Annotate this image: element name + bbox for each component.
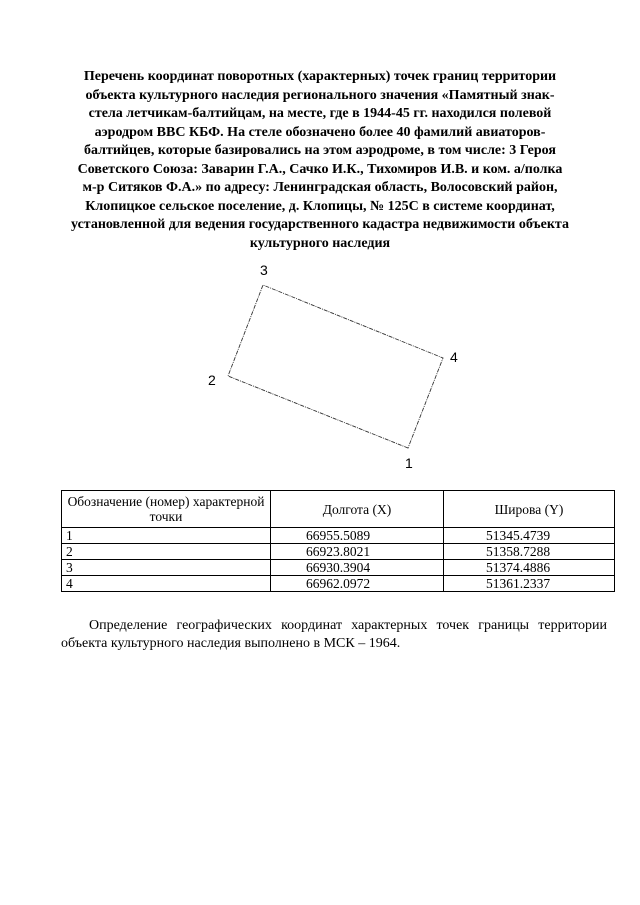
coordinates-table <box>61 490 615 592</box>
point-latitude: 51345.4739 <box>444 528 615 544</box>
document-title: Перечень координат поворотных (характерных) точек границ территории объекта культурного наследия регионального значения «Памятный знак-стела летчикам-балтийцам, на месте, где в 1944-45 гг. находился полевой аэродром ВВС КБФ. На стеле обозначено более 40 фамилий авиаторов-балтийцев, которые базировались на этом аэродроме, в том числе: 3 Героя Советского Союза: Заварин Г.А., Сачко И.К., Тихомиров И.В. и ком. а/полка м-р Ситяков Ф.А.» по адресу: Ленинградская область, Волосовский район, Клопицкое сельское поселение, д. Клопицы, № 125С в системе координат, установленной для ведения государственного кадастра недвижимости объекта культурного наследия <box>71 69 569 251</box>
point-latitude: 51361.2337 <box>444 576 615 592</box>
point-label-4: 4 <box>450 349 458 365</box>
point-label-1: 1 <box>405 455 413 471</box>
point-number: 1 <box>62 528 271 544</box>
point-latitude: 51358.7288 <box>444 544 615 560</box>
table-header-row <box>62 491 615 528</box>
table-row <box>62 576 615 592</box>
header-latitude: Широва (Y) <box>444 491 615 528</box>
table-row <box>62 544 615 560</box>
boundary-polygon <box>228 285 443 448</box>
point-label-2: 2 <box>208 372 216 388</box>
boundary-plan <box>200 255 470 480</box>
table-row <box>62 528 615 544</box>
point-label-3: 3 <box>260 262 268 278</box>
point-latitude: 51374.4886 <box>444 560 615 576</box>
point-number: 2 <box>62 544 271 560</box>
footer-note: Определение географических координат характерных точек границы территории объекта культурного наследия выполнено в МСК – 1964. <box>61 618 607 651</box>
point-number: 3 <box>62 560 271 576</box>
table-row <box>62 560 615 576</box>
header-point-number: Обозначение (номер) характерной точки <box>62 491 271 528</box>
point-number: 4 <box>62 576 271 592</box>
point-longitude: 66962.0972 <box>271 576 444 592</box>
header-longitude: Долгота (X) <box>271 491 444 528</box>
point-longitude: 66930.3904 <box>271 560 444 576</box>
point-longitude: 66955.5089 <box>271 528 444 544</box>
point-longitude: 66923.8021 <box>271 544 444 560</box>
